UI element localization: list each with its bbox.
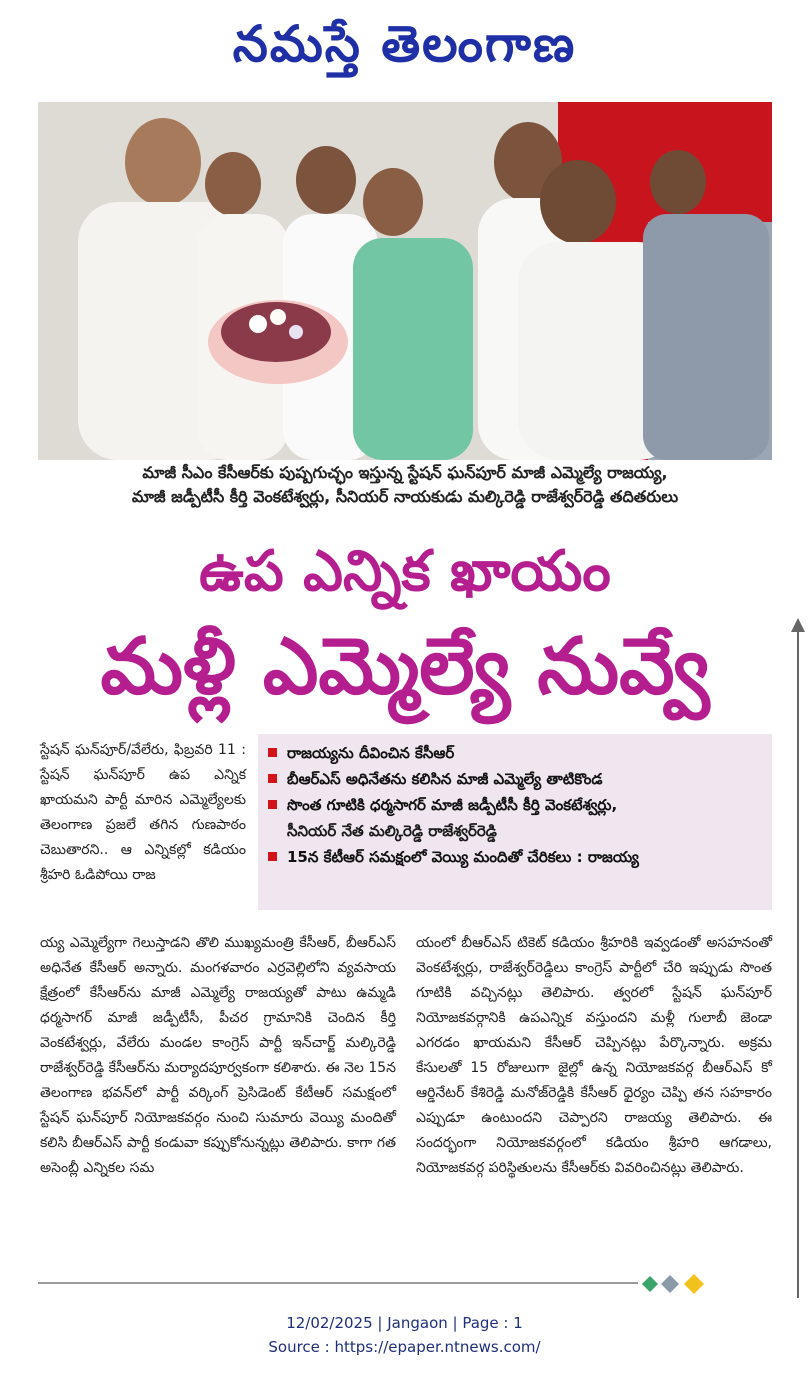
photo-illustration [38, 102, 772, 460]
article-column-right: యంలో బీఆర్‌ఎస్ టికెట్ కడియం శ్రీహరికి ఇవ్వడంతో అసహనంతో వెంకటేశ్వర్లు, రాజేశ్వర్‌రెడ్డిలు కాంగ్రెస్ పార్టీలో చేరి ఇప్పుడు సొంత గూటికి వచ్చినట్లు తెలిపారు. త్వరలో స్టేషన్ ఘన్‌పూర్ నియోజకవర్గానికి ఉపఎన్నిక వస్తుందని మళ్లీ గులాబీ జెండా ఎగరడం ఖాయమని కేసీఆర్ చెప్పినట్లు పేర్కొన్నారు. అక్రమ కేసులతో 15 రోజులుగా జైల్లో ఉన్న నియోజకవర్గ బీఆర్‌ఎస్ కో ఆర్డినేటర్ కేశిరెడ్డి మనోజ్‌రెడ్డికి కేసీఆర్ ధైర్యం చెప్పి తన సహకారం ఎప్పుడూ ఉంటుందని చెప్పారని రాజయ్య తెలిపారు. ఈ సందర్భంగా నియోజకవర్గంలో కడియం శ్రీహరి ఆగడాలు, నియోజకవర్గ పరిస్థితులను కేసీఆర్‌కు వివరించినట్లు తెలిపారు. [416, 935, 772, 1176]
highlights-box [258, 734, 772, 910]
bullet-icon [268, 748, 277, 757]
article-intro: స్టేషన్ ఘన్‌పూర్/వేలేరు, ఫిబ్రవరి 11 : స్టేషన్ ఘన్‌పూర్ ఉప ఎన్నిక ఖాయమని పార్టీ మారిన ఎమ్మెల్యేలకు తెలంగాణ ప్రజలే తగిన గుణపాఠం చెబుతారని.. ఆ ఎన్నికల్లో కడియం శ్రీహరి ఓడిపోయి రాజ [40, 742, 246, 883]
highlight-item [266, 766, 764, 792]
article-column-left: య్య ఎమ్మెల్యేగా గెలుస్తాడని తొలి ముఖ్యమంత్రి కేసీఆర్, బీఆర్‌ఎస్ అధినేత కేసీఆర్ అన్నారు. మంగళవారం ఎర్రవెల్లిలోని వ్యవసాయ క్షేత్రంలో కేసీఆర్‌ను మాజీ ఎమ్మెల్యే రాజయ్యతో పాటు ఉమ్మడి ధర్మసాగర్ మాజీ జడ్పీటీసీ, పీచర గ్రామానికి చెందిన కీర్తి వెంకటేశ్వర్లు, వేలేరు మండల కాంగ్రెస్ పార్టీ ఇన్‌చార్జ్ మల్కిరెడ్డి రాజేశ్వర్‌రెడ్డి కేసీఆర్‌ను మర్యాదపూర్వకంగా కలిశారు. ఈ నెల 15న తెలంగాణ భవన్‌లో పార్టీ వర్కింగ్ ప్రెసిడెంట్ కేటీఆర్ సమక్షంలో స్టేషన్ ఘన్‌పూర్ నియోజకవర్గం నుంచి సుమారు వెయ్యి మందితో కలిసి బీఆర్‌ఎస్ పార్టీ కండువా కప్పుకోనున్నట్లు తెలిపారు. కాగా గత అసెంబ్లీ ఎన్నికల సమ [40, 935, 396, 1176]
caption-line-1: మాజీ సీఎం కేసీఆర్‌కు పుష్పగుచ్ఛం ఇస్తున్న స్టేషన్ ఘన్‌పూర్ మాజీ ఎమ్మెల్యే రాజయ్య, [142, 463, 668, 482]
news-photo [38, 102, 772, 460]
caption-line-2: మాజీ జడ్పీటీసీ కీర్తి వెంకటేశ్వర్లు, సీనియర్ నాయకుడు మల్కిరెడ్డి రాజేశ్వర్‌రెడ్డి తదితరులు [131, 487, 679, 506]
footer-date-edition-page: 12/02/2025 | Jangaon | Page : 1 [286, 1314, 523, 1332]
highlight-text: 15న కేటీఆర్ సమక్షంలో వెయ్యి మందితో చేరికలు : రాజయ్య [287, 848, 639, 866]
highlight-item [266, 844, 764, 870]
headline-line-1: ఉప ఎన్నిక ఖాయం [199, 539, 611, 604]
highlight-text: బీఆర్‌ఎస్ అధినేతను కలిసిన మాజీ ఎమ్మెల్యే తాటికొండ [287, 770, 603, 788]
diamond-yellow-icon [684, 1274, 704, 1294]
highlight-continuation: సీనియర్ నేత మల్కిరెడ్డి రాజేశ్వర్‌రెడ్డి [287, 822, 497, 840]
highlight-text: రాజయ్యను దీవించిన కేసీఆర్ [287, 744, 455, 762]
highlight-text: సొంత గూటికి ధర్మసాగర్ మాజీ జడ్పీటీసీ కీర్తి వెంకటేశ్వర్లు, [287, 796, 618, 814]
highlight-item [266, 740, 764, 766]
footer-source-link[interactable]: Source : https://epaper.ntnews.com/ [268, 1338, 541, 1356]
diamond-gray-icon [661, 1275, 679, 1293]
bullet-icon [268, 800, 277, 809]
masthead-title: నమస్తే తెలంగాణ [232, 15, 577, 73]
up-arrow-icon [791, 618, 805, 1298]
highlight-item [266, 792, 764, 818]
footer-divider [38, 1282, 638, 1284]
diamond-green-icon [642, 1276, 658, 1292]
diamond-ornament [640, 1272, 712, 1296]
bullet-icon [268, 852, 277, 861]
bullet-icon [268, 774, 277, 783]
photo-caption [38, 461, 772, 521]
headline-line-2: మళ్లీ ఎమ్మెల్యే నువ్వే [100, 622, 710, 712]
